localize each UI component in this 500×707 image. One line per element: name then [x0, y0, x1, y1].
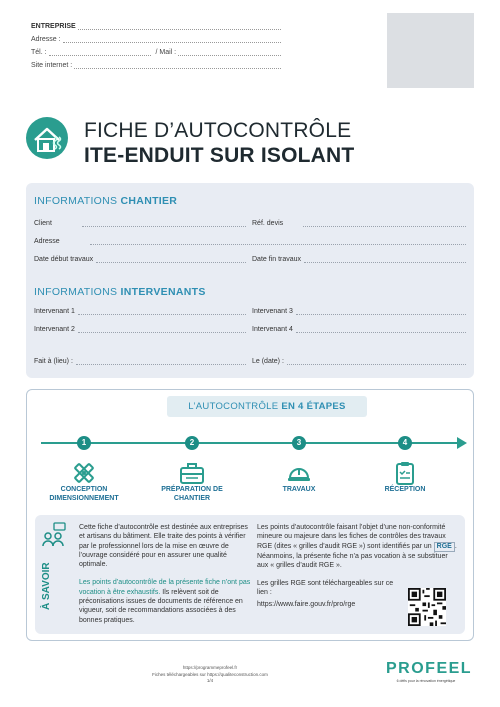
- le-date-label: Le (date) :: [252, 358, 284, 365]
- intervenant-2-line[interactable]: [78, 326, 246, 333]
- step-2-label-line1: PRÉPARATION DE: [161, 486, 223, 493]
- rge-badge: RGE: [434, 542, 455, 552]
- footer-link-1[interactable]: https://programmeprofeel.fr: [182, 665, 238, 670]
- phone-label: Tél. :: [31, 49, 47, 56]
- address-row: [31, 30, 281, 43]
- client-label: Client: [34, 220, 52, 227]
- website-label: Site internet :: [31, 62, 73, 69]
- clipboard-icon: [391, 459, 419, 487]
- company-label: ENTREPRISE: [31, 23, 76, 30]
- client-line[interactable]: [82, 220, 246, 227]
- title-block: [26, 117, 480, 177]
- savoir-left-paragraph-2: [79, 578, 251, 624]
- intervenant-2-label: Intervenant 2: [34, 326, 75, 333]
- savoir-right-p1b: . Néanmoins, la présente fiche n’a pas vocation à se substituer aux « grilles d’audit RGE ».: [257, 542, 457, 569]
- intervenant-1-line[interactable]: [78, 308, 246, 315]
- date-debut-label: Date début travaux: [34, 256, 94, 263]
- a-savoir-box: [35, 515, 465, 634]
- savoir-left-highlight: Les points d’autocontrôle de la présente fiche n’ont pas vocation à être exhaustifs.: [79, 579, 251, 596]
- steps-panel: [26, 389, 474, 641]
- mail-label: / Mail :: [155, 49, 177, 56]
- profeel-logo: [386, 660, 473, 683]
- ref-devis-label: Réf. devis: [252, 220, 284, 227]
- step-1-label: [34, 485, 134, 503]
- intervenant-3-label: Intervenant 3: [252, 308, 293, 315]
- intervenant-4-label: Intervenant 4: [252, 326, 293, 333]
- company-row: [31, 17, 281, 30]
- address-label: Adresse :: [31, 36, 61, 43]
- fait-a-label: Fait à (lieu) :: [34, 358, 73, 365]
- date-debut-line[interactable]: [96, 256, 246, 263]
- footer-link-2[interactable]: Fiches téléchargeables sur https://qualiteconstruction.com: [152, 671, 268, 677]
- arrow-right-icon: [457, 437, 467, 449]
- chantier-title-light: INFORMATIONS: [34, 195, 121, 207]
- steps-tab-title: [167, 396, 367, 417]
- step-2-number: 2: [185, 436, 199, 450]
- savoir-left-column: [79, 523, 251, 634]
- step-4-number: 4: [398, 436, 412, 450]
- adresse-label: Adresse: [34, 238, 60, 245]
- mail-field-line[interactable]: [178, 48, 281, 56]
- ref-devis-line[interactable]: [303, 220, 466, 227]
- steps-title-light: L’AUTOCONTRÔLE: [188, 401, 282, 412]
- step-4-label: [355, 485, 455, 494]
- intervenant-1-label: Intervenant 1: [34, 308, 75, 315]
- intervenant-3-field[interactable]: [252, 308, 466, 315]
- rge-link[interactable]: https://www.faire.gouv.fr/pro/rge: [257, 600, 356, 608]
- footer: [100, 665, 320, 685]
- people-chat-icon: [40, 521, 68, 549]
- hard-hat-icon: [285, 459, 313, 487]
- savoir-right-p1a: Les points d’autocontrôle faisant l’objet d’une non-conformité mineure ou majeure dans les fiches de contrôles des travaux RGE (dites « grilles d’audit RGE ») sont identifiés par un: [257, 524, 446, 550]
- le-date-line[interactable]: [287, 358, 466, 365]
- profeel-wordmark: PROFEEL: [386, 660, 473, 677]
- intervenants-section-title: [34, 286, 206, 298]
- company-field-line[interactable]: [78, 22, 281, 30]
- date-fin-label: Date fin travaux: [252, 256, 302, 263]
- step-2-label: [142, 485, 242, 503]
- information-panel: [26, 183, 474, 378]
- fait-a-field[interactable]: [34, 358, 246, 365]
- intervenants-title-light: INFORMATIONS: [34, 286, 121, 298]
- step-3-label-line1: TRAVAUX: [282, 486, 316, 493]
- savoir-right-paragraph-2: Les grilles RGE sont téléchargeables sur ce lien :: [257, 580, 394, 597]
- page-number: 1/4: [206, 678, 214, 683]
- chantier-section-title: [34, 195, 177, 207]
- step-3-label: [249, 485, 349, 494]
- ruler-pencil-icon: [70, 459, 98, 487]
- toolbox-icon: [178, 459, 206, 487]
- ref-devis-field[interactable]: [252, 220, 466, 227]
- phone-field-line[interactable]: [49, 48, 152, 56]
- intervenants-title-bold: INTERVENANTS: [120, 286, 206, 298]
- step-2-label-line2: CHANTIER: [173, 495, 211, 502]
- savoir-left-paragraph-1: Cette fiche d’autocontrôle est destinée aux entreprises et artisans du bâtiment. Elle traite des points à vérifier par le professionnel lors de la mise en œuvre de l’ouvrage considéré pour en assurer une qualité optimale.: [79, 524, 248, 569]
- step-1-label-line2: DIMENSIONNEMENT: [49, 495, 119, 502]
- savoir-right-paragraph-1: [257, 523, 459, 570]
- client-field[interactable]: [34, 220, 246, 227]
- adresse-field[interactable]: [34, 238, 466, 245]
- adresse-line[interactable]: [90, 238, 466, 245]
- website-row: [31, 56, 281, 69]
- company-logo-placeholder[interactable]: [387, 13, 474, 88]
- steps-title-bold: EN 4 ÉTAPES: [281, 401, 346, 412]
- intervenant-3-line[interactable]: [296, 308, 466, 315]
- le-date-field[interactable]: [252, 358, 466, 365]
- intervenant-1-field[interactable]: [34, 308, 246, 315]
- profeel-tagline: 6 défis pour la rénovation énergétique: [396, 679, 456, 683]
- a-savoir-side: [35, 515, 73, 634]
- fait-a-line[interactable]: [76, 358, 246, 365]
- phone-mail-row: [31, 43, 281, 56]
- qr-code-icon[interactable]: [408, 588, 446, 626]
- date-fin-line[interactable]: [304, 256, 466, 263]
- step-1-number: 1: [77, 436, 91, 450]
- page-title-line2: ITE-ENDUIT SUR ISOLANT: [84, 144, 355, 167]
- a-savoir-label: À SAVOIR: [41, 562, 52, 610]
- page-title-line1: FICHE D’AUTOCONTRÔLE: [84, 119, 352, 142]
- website-field-line[interactable]: [74, 61, 281, 69]
- savoir-left-rest: Ils relèvent soit de préconisations issues de documents de référence en vigueur, soit de recommandations associées à des bonnes pratiques.: [79, 588, 243, 624]
- company-info: [31, 17, 281, 69]
- date-debut-field[interactable]: [34, 256, 246, 263]
- chantier-title-bold: CHANTIER: [120, 195, 178, 207]
- intervenant-2-field[interactable]: [34, 326, 246, 333]
- step-4-label-line1: RÉCEPTION: [384, 486, 426, 493]
- step-3-number: 3: [292, 436, 306, 450]
- step-1-label-line1: CONCEPTION: [60, 486, 108, 493]
- address-field-line[interactable]: [63, 35, 281, 43]
- date-fin-field[interactable]: [252, 256, 466, 263]
- intervenant-4-field[interactable]: [252, 326, 466, 333]
- intervenant-4-line[interactable]: [296, 326, 466, 333]
- house-insulation-icon: [26, 117, 68, 159]
